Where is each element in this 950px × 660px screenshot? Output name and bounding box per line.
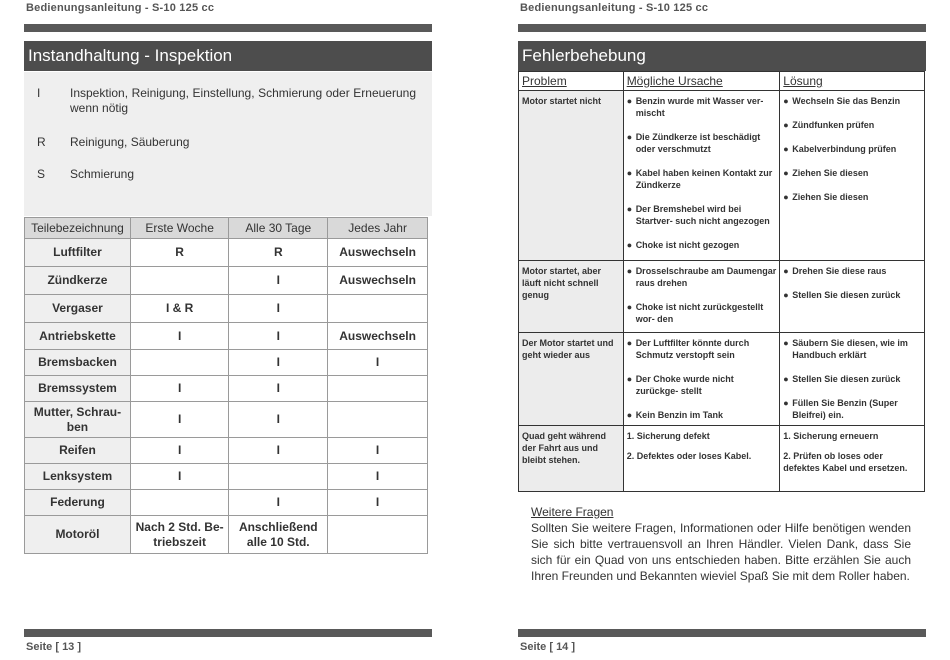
cell-every-30-days: I bbox=[229, 350, 328, 376]
bullet-icon: ● bbox=[783, 120, 789, 130]
section-title: Fehlerbehebung bbox=[518, 41, 926, 71]
cause-cell bbox=[623, 426, 780, 492]
cell-first-week bbox=[130, 350, 228, 376]
cell-first-week: I bbox=[130, 464, 228, 490]
solution-item: 1. Sicherung erneuern bbox=[783, 431, 879, 441]
solution-item: ● Säubern Sie diesen, wie im Handbuch erklärt bbox=[783, 338, 908, 360]
solution-item: ● Ziehen Sie diesen bbox=[783, 168, 869, 178]
bullet-icon: ● bbox=[783, 144, 789, 154]
table-row bbox=[25, 438, 428, 464]
bullet-icon: ● bbox=[783, 266, 789, 276]
bullet-icon: ● bbox=[783, 398, 789, 408]
cause-item: ● Der Bremshebel wird bei Startver- such nicht angezogen bbox=[626, 204, 770, 226]
cell-every-year bbox=[328, 402, 428, 438]
cell-every-year: I bbox=[328, 350, 428, 376]
table-row bbox=[25, 323, 428, 350]
bullet-icon: ● bbox=[783, 192, 789, 202]
bullet-icon: ● bbox=[626, 132, 633, 142]
table-row bbox=[519, 261, 925, 333]
bullet-icon: ● bbox=[783, 290, 789, 300]
running-head: Bedienungsanleitung - S-10 125 cc bbox=[26, 2, 215, 14]
legend-box bbox=[24, 72, 432, 216]
cell-every-year: I bbox=[328, 464, 428, 490]
left-page bbox=[24, 0, 432, 660]
cause-cell bbox=[623, 261, 780, 333]
cause-cell bbox=[623, 91, 780, 261]
col-header-problem: Problem bbox=[519, 72, 624, 91]
bullet-icon: ● bbox=[783, 96, 789, 106]
col-header-part: Teilebezeichnung bbox=[25, 218, 131, 239]
col-header-solution: Lösung bbox=[780, 72, 925, 91]
cell-every-30-days: I bbox=[229, 323, 328, 350]
bullet-icon: ● bbox=[783, 374, 789, 384]
table-row bbox=[25, 267, 428, 295]
solution-cell bbox=[780, 91, 925, 261]
legend-key: I bbox=[37, 86, 41, 100]
problem-cell: Motor startet, aber läuft nicht schnell genug bbox=[519, 261, 624, 333]
cell-every-year: I bbox=[328, 490, 428, 516]
cell-every-30-days: R bbox=[229, 239, 328, 267]
cell-every-30-days: I bbox=[229, 376, 328, 402]
cause-item: 1. Sicherung defekt bbox=[626, 431, 710, 441]
cell-every-year bbox=[328, 295, 428, 323]
bullet-icon: ● bbox=[626, 374, 633, 384]
cause-item: ● Drosselschraube am Daumengar raus drehen bbox=[626, 266, 777, 288]
solution-item: ● Kabelverbindung prüfen bbox=[783, 144, 897, 154]
cell-every-year bbox=[328, 516, 428, 554]
cell-first-week: Nach 2 Std. Be- triebszeit bbox=[130, 516, 228, 554]
cell-first-week: R bbox=[130, 239, 228, 267]
page-number: Seite [ 14 ] bbox=[520, 641, 576, 653]
bullet-icon: ● bbox=[626, 302, 633, 312]
table-row bbox=[25, 464, 428, 490]
cell-first-week: I bbox=[130, 402, 228, 438]
legend-key: R bbox=[37, 135, 46, 149]
bullet-icon: ● bbox=[626, 204, 633, 214]
cause-item: 2. Defektes oder loses Kabel. bbox=[626, 451, 752, 461]
bullet-icon: ● bbox=[626, 266, 633, 276]
problem-cell: Der Motor startet und geht wieder aus bbox=[519, 333, 624, 426]
solution-cell bbox=[780, 261, 925, 333]
legend-text: Schmierung bbox=[70, 167, 135, 181]
part-name: Luftfilter bbox=[25, 239, 131, 267]
solution-item: ● Drehen Sie diese raus bbox=[783, 266, 887, 276]
part-name: Reifen bbox=[25, 438, 131, 464]
part-name: Vergaser bbox=[25, 295, 131, 323]
cell-every-year: Auswechseln bbox=[328, 267, 428, 295]
solution-item: ● Stellen Sie diesen zurück bbox=[783, 290, 901, 300]
cause-item: ● Kein Benzin im Tank bbox=[626, 410, 724, 420]
part-name: Bremsbacken bbox=[25, 350, 131, 376]
solution-cell bbox=[780, 426, 925, 492]
bullet-icon: ● bbox=[783, 168, 789, 178]
cause-item: ● Benzin wurde mit Wasser ver- mischt bbox=[626, 96, 764, 118]
cell-first-week bbox=[130, 490, 228, 516]
maintenance-table bbox=[24, 217, 428, 554]
top-rule bbox=[518, 24, 926, 32]
top-rule bbox=[24, 24, 432, 32]
further-questions-title: Weitere Fragen bbox=[531, 505, 614, 519]
cell-first-week: I & R bbox=[130, 295, 228, 323]
solution-item: 2. Prüfen ob loses oder defektes Kabel und ersetzen. bbox=[783, 451, 908, 473]
bottom-rule bbox=[518, 629, 926, 637]
part-name: Lenksystem bbox=[25, 464, 131, 490]
part-name: Federung bbox=[25, 490, 131, 516]
problem-cell: Motor startet nicht bbox=[519, 91, 624, 261]
cause-item: ● Choke ist nicht gezogen bbox=[626, 240, 740, 250]
part-name: Antriebskette bbox=[25, 323, 131, 350]
col-header-every-30-days: Alle 30 Tage bbox=[229, 218, 328, 239]
table-row bbox=[519, 91, 925, 261]
cause-item: ● Der Luftfilter könnte durch Schmutz verstopft sein bbox=[626, 338, 750, 360]
cell-first-week bbox=[130, 267, 228, 295]
solution-item: ● Wechseln Sie das Benzin bbox=[783, 96, 901, 106]
solution-item: ● Füllen Sie Benzin (Super Bleifrei) ein. bbox=[783, 398, 898, 420]
table-row bbox=[519, 426, 925, 492]
cell-every-30-days: Anschließend alle 10 Std. bbox=[229, 516, 328, 554]
page-number: Seite [ 13 ] bbox=[26, 641, 82, 653]
table-row bbox=[25, 402, 428, 438]
cell-first-week: I bbox=[130, 438, 228, 464]
table-row bbox=[25, 295, 428, 323]
cause-item: ● Die Zündkerze ist beschädigt oder verschmutzt bbox=[626, 132, 761, 154]
col-header-every-year: Jedes Jahr bbox=[328, 218, 428, 239]
cell-first-week: I bbox=[130, 376, 228, 402]
bullet-icon: ● bbox=[783, 338, 789, 348]
cell-every-30-days: I bbox=[229, 402, 328, 438]
part-name: Mutter, Schrau- ben bbox=[25, 402, 131, 438]
solution-cell bbox=[780, 333, 925, 426]
legend-text: Inspektion, Reinigung, Einstellung, Schmierung oder Erneuerung wenn nötig bbox=[70, 86, 416, 115]
table-row bbox=[25, 490, 428, 516]
bullet-icon: ● bbox=[626, 240, 633, 250]
cell-every-year: Auswechseln bbox=[328, 239, 428, 267]
table-row bbox=[25, 239, 428, 267]
cause-item: ● Choke ist nicht zurückgestellt wor- den bbox=[626, 302, 764, 324]
table-row bbox=[519, 333, 925, 426]
table-row bbox=[25, 350, 428, 376]
part-name: Motoröl bbox=[25, 516, 131, 554]
col-header-first-week: Erste Woche bbox=[130, 218, 228, 239]
solution-item: ● Zündfunken prüfen bbox=[783, 120, 875, 130]
cell-every-30-days: I bbox=[229, 438, 328, 464]
running-head: Bedienungsanleitung - S-10 125 cc bbox=[520, 2, 709, 14]
col-header-cause: Mögliche Ursache bbox=[623, 72, 780, 91]
cell-first-week: I bbox=[130, 323, 228, 350]
cell-every-year: Auswechseln bbox=[328, 323, 428, 350]
cell-every-year bbox=[328, 376, 428, 402]
right-page bbox=[518, 0, 926, 660]
cause-item: ● Der Choke wurde nicht zurückge- stellt bbox=[626, 374, 734, 396]
solution-item: ● Ziehen Sie diesen bbox=[783, 192, 869, 202]
cell-every-30-days: I bbox=[229, 490, 328, 516]
cause-item: ● Kabel haben keinen Kontakt zur Zündkerze bbox=[626, 168, 773, 190]
cell-every-30-days bbox=[229, 464, 328, 490]
legend-text: Reinigung, Säuberung bbox=[70, 135, 190, 149]
part-name: Bremssystem bbox=[25, 376, 131, 402]
bottom-rule bbox=[24, 629, 432, 637]
problem-cell: Quad geht während der Fahrt aus und bleibt stehen. bbox=[519, 426, 624, 492]
bullet-icon: ● bbox=[626, 168, 633, 178]
cause-cell bbox=[623, 333, 780, 426]
table-row bbox=[25, 516, 428, 554]
cell-every-30-days: I bbox=[229, 295, 328, 323]
cell-every-30-days: I bbox=[229, 267, 328, 295]
bullet-icon: ● bbox=[626, 410, 633, 420]
bullet-icon: ● bbox=[626, 96, 633, 106]
table-row bbox=[25, 376, 428, 402]
cell-every-year: I bbox=[328, 438, 428, 464]
table-header-row bbox=[25, 218, 428, 239]
part-name: Zündkerze bbox=[25, 267, 131, 295]
legend-key: S bbox=[37, 167, 46, 181]
troubleshooting-table bbox=[518, 71, 925, 492]
section-title: Instandhaltung - Inspektion bbox=[24, 41, 432, 71]
solution-item: ● Stellen Sie diesen zurück bbox=[783, 374, 901, 384]
bullet-icon: ● bbox=[626, 338, 633, 348]
table-header-row bbox=[519, 72, 925, 91]
further-questions-text: Sollten Sie weitere Fragen, Informationen oder Hilfe benötigen wenden Sie sich bitte vertrauensvoll an Ihren Händler. Vielen Dank, dass Sie sich für ein Quad von uns entschieden haben. Bitte erzählen Sie auch Ihren Freunden und Bekannten wieviel Spaß Sie mit dem Roller haben. bbox=[531, 521, 911, 583]
